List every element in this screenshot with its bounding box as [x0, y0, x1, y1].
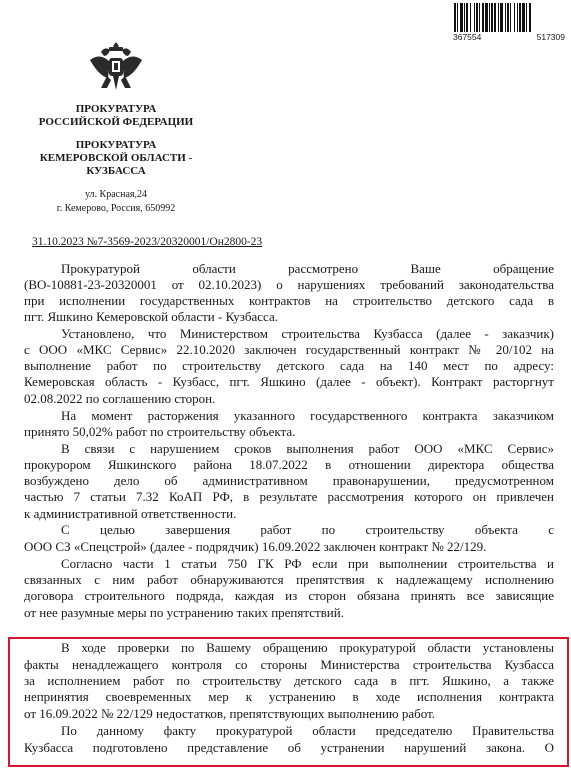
body-line: принято 50,02% работ по строительству объекта. [24, 424, 296, 439]
body-line: за исполнением работ по строительству детского сада в пгт. Яшкино, а также [24, 673, 554, 688]
barcode-bar [474, 3, 475, 32]
body-line: Согласно части 1 статьи 750 ГК РФ если при выполнении строительства и [61, 556, 554, 571]
org2-line-3: КУЗБАССА [86, 165, 146, 177]
body-line: договора строительного подряда, каждая из сторон обязана принять все зависящие [24, 588, 554, 603]
body-line: к административной ответственности. [24, 506, 237, 521]
barcode-bar [500, 3, 503, 32]
org-line-1: ПРОКУРАТУРА [75, 103, 157, 115]
barcode-bar [454, 3, 456, 32]
body-line: Кузбасса подготовлено представление об устранении нарушений закона. О [24, 740, 554, 755]
barcode-bar [491, 3, 493, 32]
barcode-bar [476, 3, 478, 32]
body-line: прокурором Яшкинского района 18.07.2022 в отношении директора общества [24, 457, 554, 472]
barcode-bar [494, 3, 496, 32]
barcode-numbers [453, 32, 565, 42]
org2-line-2: КЕМЕРОВСКОЙ ОБЛАСТИ - [39, 152, 193, 164]
coat-of-arms-emblem [87, 38, 145, 94]
org2-line-1: ПРОКУРАТУРА [75, 139, 157, 151]
body-line: На момент расторжения указанного государственного контракта заказчиком [61, 408, 554, 423]
body-line: 02.08.2022 по соглашению сторон. [24, 391, 216, 406]
body-line: В связи с нарушением сроков выполнения работ ООО «МКС Сервис» [61, 441, 554, 456]
barcode-bar [507, 3, 509, 32]
barcode-bar [517, 3, 518, 32]
body-line: В ходе проверки по Вашему обращению прокуратурой области установлены [61, 640, 554, 655]
body-line: с ООО «МКС Сервис» 22.10.2020 заключен государственный контракт № 20/102 на [24, 342, 554, 357]
outgoing-date-number: 31.10.2023 №7-3569-2023/20320001/Он2800-23 [32, 236, 263, 248]
body-line: связанных с ним работ обнаруживаются препятствия к надлежащему исполнению [24, 572, 554, 587]
barcode-bar [489, 3, 490, 32]
barcode-bar [464, 3, 465, 32]
barcode-bar [514, 3, 515, 32]
barcode-bar [485, 3, 488, 32]
barcode-bar [510, 3, 511, 32]
body-line: частью 7 статьи 7.32 КоАП РФ, в результате рассмотрения которого он привлечен [24, 489, 554, 504]
body-line: (ВО-10881-23-20320001 от 02.10.2023) о нарушениях требований законодательства [24, 277, 554, 292]
barcode-bar [466, 3, 468, 32]
org-name-region [0, 139, 232, 178]
body-line: пгт. Яшкино Кемеровской области - Кузбасса. [24, 309, 279, 324]
body-line: Прокуратурой области рассмотрено Ваше обращение [61, 261, 554, 276]
barcode [453, 3, 565, 33]
barcode-bar [505, 3, 506, 32]
body-line: ООО СЗ «Спецстрой» (далее - подрядчик) 16.09.2022 заключен контракт № 22/129. [24, 539, 487, 554]
barcode-left-number: 367554 [453, 32, 482, 42]
highlight-box [8, 637, 569, 767]
body-line: непринятия своевременных мер к устранению в ходе исполнения контракта [24, 689, 554, 704]
barcode-bar [479, 3, 480, 32]
body-line: выполнение работ по строительству детского сада на 140 мест по адресу: [24, 358, 554, 373]
body-line: от 16.09.2022 № 22/129 недостатков, препятствующих выполнению работ. [24, 706, 436, 721]
body-line: возбуждено дело об административном правонарушении, предусмотренном [24, 473, 554, 488]
body-line: Кемеровская область - Кузбасс, пгт. Яшкино (далее - объект). Контракт расторгнут [24, 374, 554, 389]
address-city: г. Кемерово, Россия, 650992 [56, 203, 176, 214]
org-line-2: РОССИЙСКОЙ ФЕДЕРАЦИИ [38, 116, 194, 128]
body-line: С целью завершения работ по строительству объекта с [61, 522, 554, 537]
barcode-bar [519, 3, 521, 32]
barcode-bar [470, 3, 471, 32]
body-line: Установлено, что Министерством строительства Кузбасса (далее - заказчик) [61, 326, 554, 341]
body-line: при исполнении государственных контрактов на строительство детского сада в [24, 293, 554, 308]
barcode-bar [498, 3, 499, 32]
barcode-right-number: 517309 [536, 32, 565, 42]
barcode-bar [457, 3, 458, 32]
barcode-bar [522, 3, 525, 32]
address-street: ул. Красная,24 [85, 189, 147, 200]
org-name-rf [0, 103, 232, 129]
barcode-bar [482, 3, 484, 32]
body-line: от нее разумные меры по устранению таких препятствий. [24, 605, 344, 620]
body-line: факты ненадлежащего контроля со стороны Министерства строительства Кузбасса [24, 657, 554, 672]
body-line: По данному факту прокуратурой области председателю Правительства [61, 723, 554, 738]
barcode-bar [529, 3, 531, 32]
barcode-bar [460, 3, 463, 32]
barcode-bar [526, 3, 527, 32]
